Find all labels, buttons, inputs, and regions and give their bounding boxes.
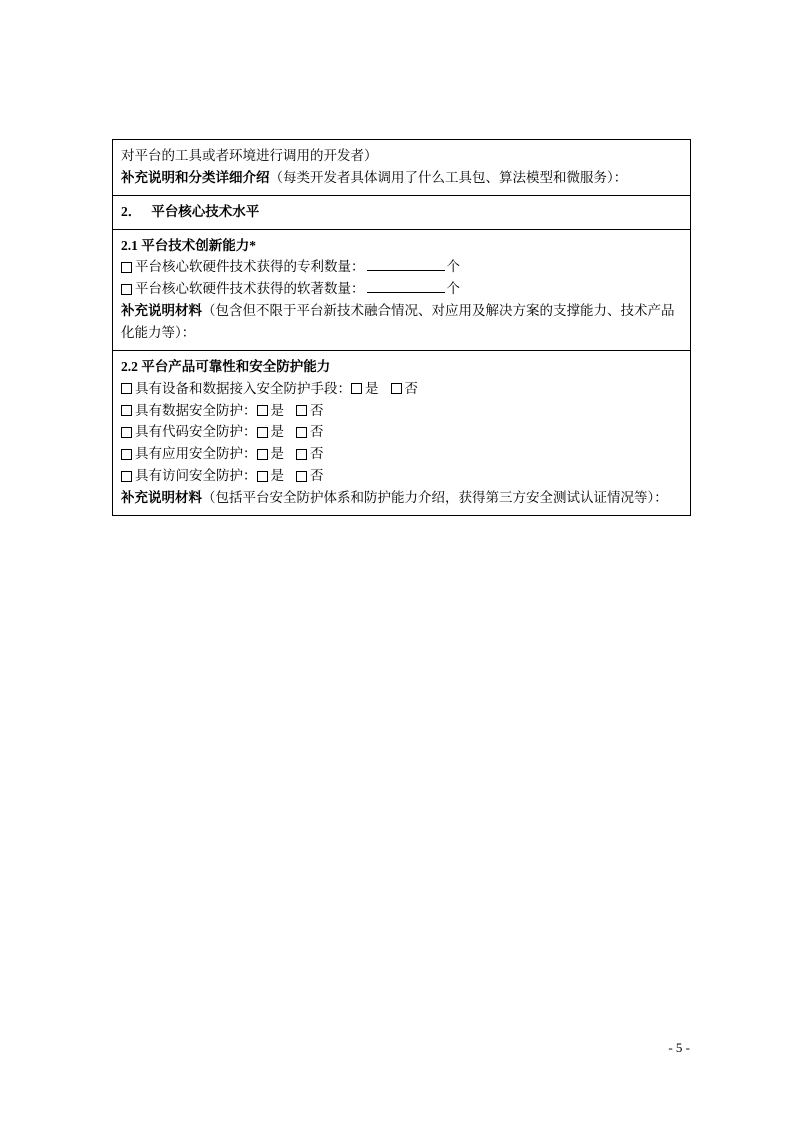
checkbox-label: 平台核心软硬件技术获得的专利数量： xyxy=(135,259,365,275)
supplementary-intro-label: 补充说明和分类详细介绍 xyxy=(121,169,270,185)
checkbox-icon[interactable] xyxy=(296,449,307,460)
supplementary-material-tail: （包含但不限于平台新技术融合情况、对应用及解决方案的支撑能力、技术产品化能力等）： xyxy=(121,303,675,341)
option-yes-label: 是 xyxy=(270,424,284,440)
page-number: - 5 - xyxy=(668,1040,690,1055)
supplementary-intro-tail: （每类开发者具体调用了什么工具包、算法模型和微服务）： xyxy=(269,169,628,185)
option-no[interactable] xyxy=(296,400,324,422)
option-yes[interactable] xyxy=(351,378,379,400)
option-yes[interactable] xyxy=(257,465,285,487)
fill-in-blank[interactable] xyxy=(367,257,445,271)
unit-label: 个 xyxy=(446,281,460,297)
option-yes-label: 是 xyxy=(270,402,284,418)
checkbox-icon[interactable] xyxy=(121,427,132,438)
developer-continued-text: 对平台的工具或者环境进行调用的开发者） xyxy=(121,148,378,163)
checkbox-label: 具有数据安全防护： xyxy=(135,402,257,418)
form-table xyxy=(112,139,691,516)
section-2-1-heading: 2.1 平台技术创新能力* xyxy=(121,237,256,253)
option-yes[interactable] xyxy=(257,400,285,422)
checkbox-row-patent-count[interactable] xyxy=(121,256,682,278)
checkbox-icon[interactable] xyxy=(121,449,132,460)
supplementary-intro-line xyxy=(121,167,682,189)
checkbox-icon[interactable] xyxy=(296,427,307,438)
checkbox-label: 具有应用安全防护： xyxy=(135,446,257,462)
supplementary-material-tail: （包括平台安全防护体系和防护能力介绍，获得第三方安全测试认证情况等）： xyxy=(202,490,668,506)
section-2-number: 2． xyxy=(121,203,142,219)
table-row xyxy=(113,195,691,229)
checkbox-label: 平台核心软硬件技术获得的软著数量： xyxy=(135,281,365,297)
checkbox-row-data-security[interactable] xyxy=(121,400,682,422)
option-no-label: 否 xyxy=(310,446,324,462)
section-2-2-cell xyxy=(113,350,691,515)
checkbox-label: 具有访问安全防护： xyxy=(135,468,257,484)
supplementary-material-label: 补充说明材料 xyxy=(121,490,202,506)
option-no[interactable] xyxy=(296,465,324,487)
checkbox-icon[interactable] xyxy=(351,383,362,394)
checkbox-icon[interactable] xyxy=(296,471,307,482)
checkbox-icon[interactable] xyxy=(121,262,132,273)
checkbox-icon[interactable] xyxy=(121,383,132,394)
supplementary-material-label: 补充说明材料 xyxy=(121,303,202,319)
section-2-title: 平台核心技术水平 xyxy=(151,203,260,219)
section-2-2-heading: 2.2 平台产品可靠性和安全防护能力 xyxy=(121,358,331,374)
table-row xyxy=(113,140,691,196)
option-no-label: 否 xyxy=(310,424,324,440)
table-row xyxy=(113,350,691,515)
checkbox-row-device-data-access-security[interactable] xyxy=(121,378,682,400)
option-yes-label: 是 xyxy=(365,380,379,396)
checkbox-icon[interactable] xyxy=(121,471,132,482)
section-2-header-cell xyxy=(113,195,691,229)
option-no-label: 否 xyxy=(404,380,418,396)
checkbox-icon[interactable] xyxy=(257,449,268,460)
section-2-1-cell xyxy=(113,229,691,350)
unit-label: 个 xyxy=(446,259,460,275)
checkbox-icon[interactable] xyxy=(391,383,402,394)
checkbox-icon[interactable] xyxy=(257,405,268,416)
checkbox-row-access-security[interactable] xyxy=(121,465,682,487)
section-2-heading xyxy=(121,204,259,219)
option-yes[interactable] xyxy=(257,421,285,443)
option-yes-label: 是 xyxy=(270,446,284,462)
supplementary-material-line xyxy=(121,487,682,509)
checkbox-row-software-copyright-count[interactable] xyxy=(121,278,682,300)
option-no-label: 否 xyxy=(310,402,324,418)
checkbox-row-application-security[interactable] xyxy=(121,443,682,465)
supplementary-material-line xyxy=(121,300,682,344)
option-no[interactable] xyxy=(296,443,324,465)
checkbox-row-code-security[interactable] xyxy=(121,421,682,443)
checkbox-icon[interactable] xyxy=(257,427,268,438)
option-no[interactable] xyxy=(296,421,324,443)
option-yes-label: 是 xyxy=(270,468,284,484)
option-no-label: 否 xyxy=(310,468,324,484)
option-no[interactable] xyxy=(391,378,419,400)
fill-in-blank[interactable] xyxy=(367,279,445,293)
developer-description-cell xyxy=(113,140,691,196)
checkbox-icon[interactable] xyxy=(257,471,268,482)
table-row xyxy=(113,229,691,350)
option-yes[interactable] xyxy=(257,443,285,465)
checkbox-label: 具有代码安全防护： xyxy=(135,424,257,440)
checkbox-icon[interactable] xyxy=(121,405,132,416)
checkbox-label: 具有设备和数据接入安全防护手段： xyxy=(135,380,351,396)
checkbox-icon[interactable] xyxy=(121,284,132,295)
checkbox-icon[interactable] xyxy=(296,405,307,416)
